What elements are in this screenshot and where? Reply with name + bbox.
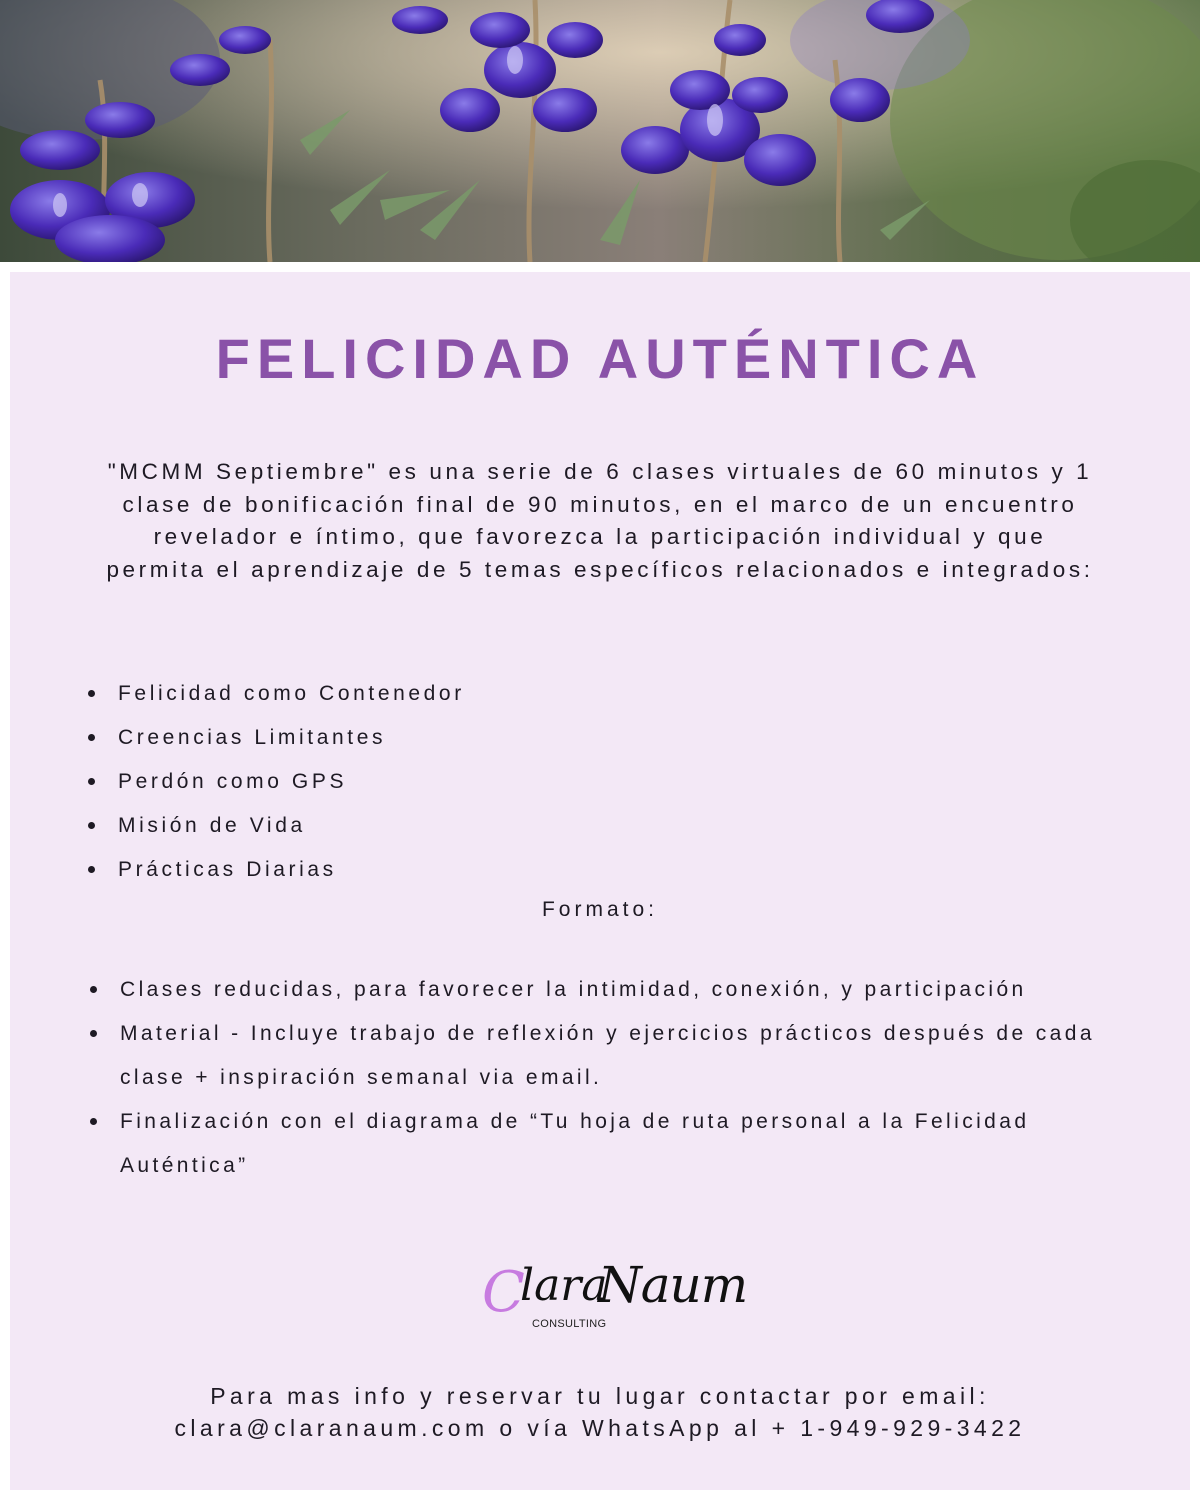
logo-first-name: lara (520, 1260, 608, 1311)
format-item: Material - Incluye trabajo de reflexión y ejercicios prácticos después de cada clase + inspiración semanal via email. (86, 1012, 1096, 1100)
topic-item: Perdón como GPS (84, 760, 784, 804)
topic-item: Misión de Vida (84, 804, 784, 848)
topic-item: Creencias Limitantes (84, 716, 784, 760)
contact-line-2[interactable]: clara@claranaum.com o vía WhatsApp al + 1-949-929-3422 (174, 1415, 1026, 1441)
page-title: FELICIDAD AUTÉNTICA (215, 327, 985, 390)
logo-last-name: Naum (598, 1256, 748, 1314)
format-item: Finalización con el diagrama de “Tu hoja de ruta personal a la Felicidad Auténtica” (86, 1100, 1096, 1188)
topic-item: Felicidad como Contenedor (84, 672, 784, 716)
contact-info (60, 1380, 1140, 1444)
format-heading: Formato: (541, 898, 659, 921)
logo-subtitle: CONSULTING (532, 1318, 607, 1330)
logo-initial: C (482, 1260, 525, 1325)
format-list (86, 968, 1096, 1188)
topics-list (84, 672, 784, 892)
format-item: Clases reducidas, para favorecer la intimidad, conexión, y participación (86, 968, 1096, 1012)
hero-flower-photo (0, 0, 1200, 262)
intro-paragraph: "MCMM Septiembre" es una serie de 6 clases virtuales de 60 minutos y 1 clase de bonificación final de 90 minutos, en el marco de un encuentro revelador e íntimo, que favorezca la participación individual y que permita el aprendizaje de 5 temas específicos relacionados e integrados: (106, 459, 1094, 582)
contact-line-1: Para mas info y reservar tu lugar contactar por email: (210, 1383, 990, 1409)
lupine-flowers-illustration (0, 0, 1200, 262)
clara-naum-logo (480, 1256, 748, 1346)
topic-item: Prácticas Diarias (84, 848, 784, 892)
